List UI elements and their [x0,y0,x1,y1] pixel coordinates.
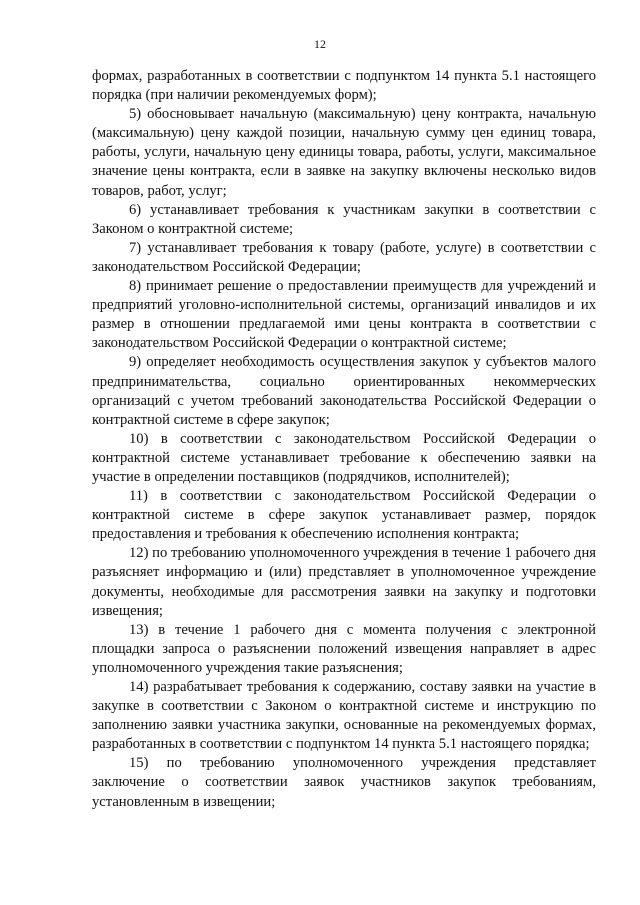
paragraph-item-11: 11) в соответствии с законодательством Российской Федерации о контрактной системе в сфере закупок устанавливает размер, порядок предоставления и требования к обеспечению исполнения контракта; [92,488,596,543]
paragraph-item-13: 13) в течение 1 рабочего дня с момента получения с электронной площадки запроса о разъяснении положений извещения направляет в адрес уполномоченного учреждения такие разъяснения; [92,621,596,676]
paragraph-item-12: 12) по требованию уполномоченного учреждения в течение 1 рабочего дня разъясняет информацию и (или) представляет в уполномоченное учреждение документы, необходимые для рассмотрения заявки на закупку и подготовки извещения; [92,545,596,619]
page-number: 12 [314,37,326,51]
paragraph-item-6: 6) устанавливает требования к участникам закупки в соответствии с Законом о контрактной системе; [92,201,596,237]
paragraph-item-5: 5) обосновывает начальную (максимальную) цену контракта, начальную (максимальную) цену каждой позиции, начальную сумму цен единиц товара, работы, услуги, начальную цену единицы товара, работы, услуги, максимальное значение цены контракта, если в заявке на закупку включены несколько видов товаров, работ, услуг; [92,106,596,199]
paragraph-item-8: 8) принимает решение о предоставлении преимуществ для учреждений и предприятий уголовно-исполнительной системы, организаций инвалидов и их размер в отношении предлагаемой ими цены контракта в соответствии с законодательством Российской Федерации о контрактной системе; [92,278,596,352]
paragraph-continuation: формах, разработанных в соответствии с подпунктом 14 пункта 5.1 настоящего порядка (при наличии рекомендуемых форм); [92,68,596,104]
document-body [92,67,596,812]
paragraph-item-9: 9) определяет необходимость осуществления закупок у субъектов малого предпринимательства, социально ориентированных некоммерческих организаций с учетом требований законодательства Российской Федерации о контрактной системе в сфере закупок; [92,354,596,428]
paragraph-item-14: 14) разрабатывает требования к содержанию, составу заявки на участие в закупке в соответствии с Законом о контрактной системе и инструкцию по заполнению заявки участника закупки, основанные на рекомендуемых формах, разработанных в соответствии с подпунктом 14 пункта 5.1 настоящего порядка; [92,679,596,753]
paragraph-item-15: 15) по требованию уполномоченного учреждения представляет заключение о соответствии заявок участников закупок требованиям, установленным в извещении; [92,755,596,810]
paragraph-item-10: 10) в соответствии с законодательством Российской Федерации о контрактной системе устанавливает требование к обеспечению заявки на участие в определении поставщиков (подрядчиков, исполнителей); [92,430,596,485]
paragraph-item-7: 7) устанавливает требования к товару (работе, услуге) в соответствии с законодательством Российской Федерации; [92,239,596,275]
